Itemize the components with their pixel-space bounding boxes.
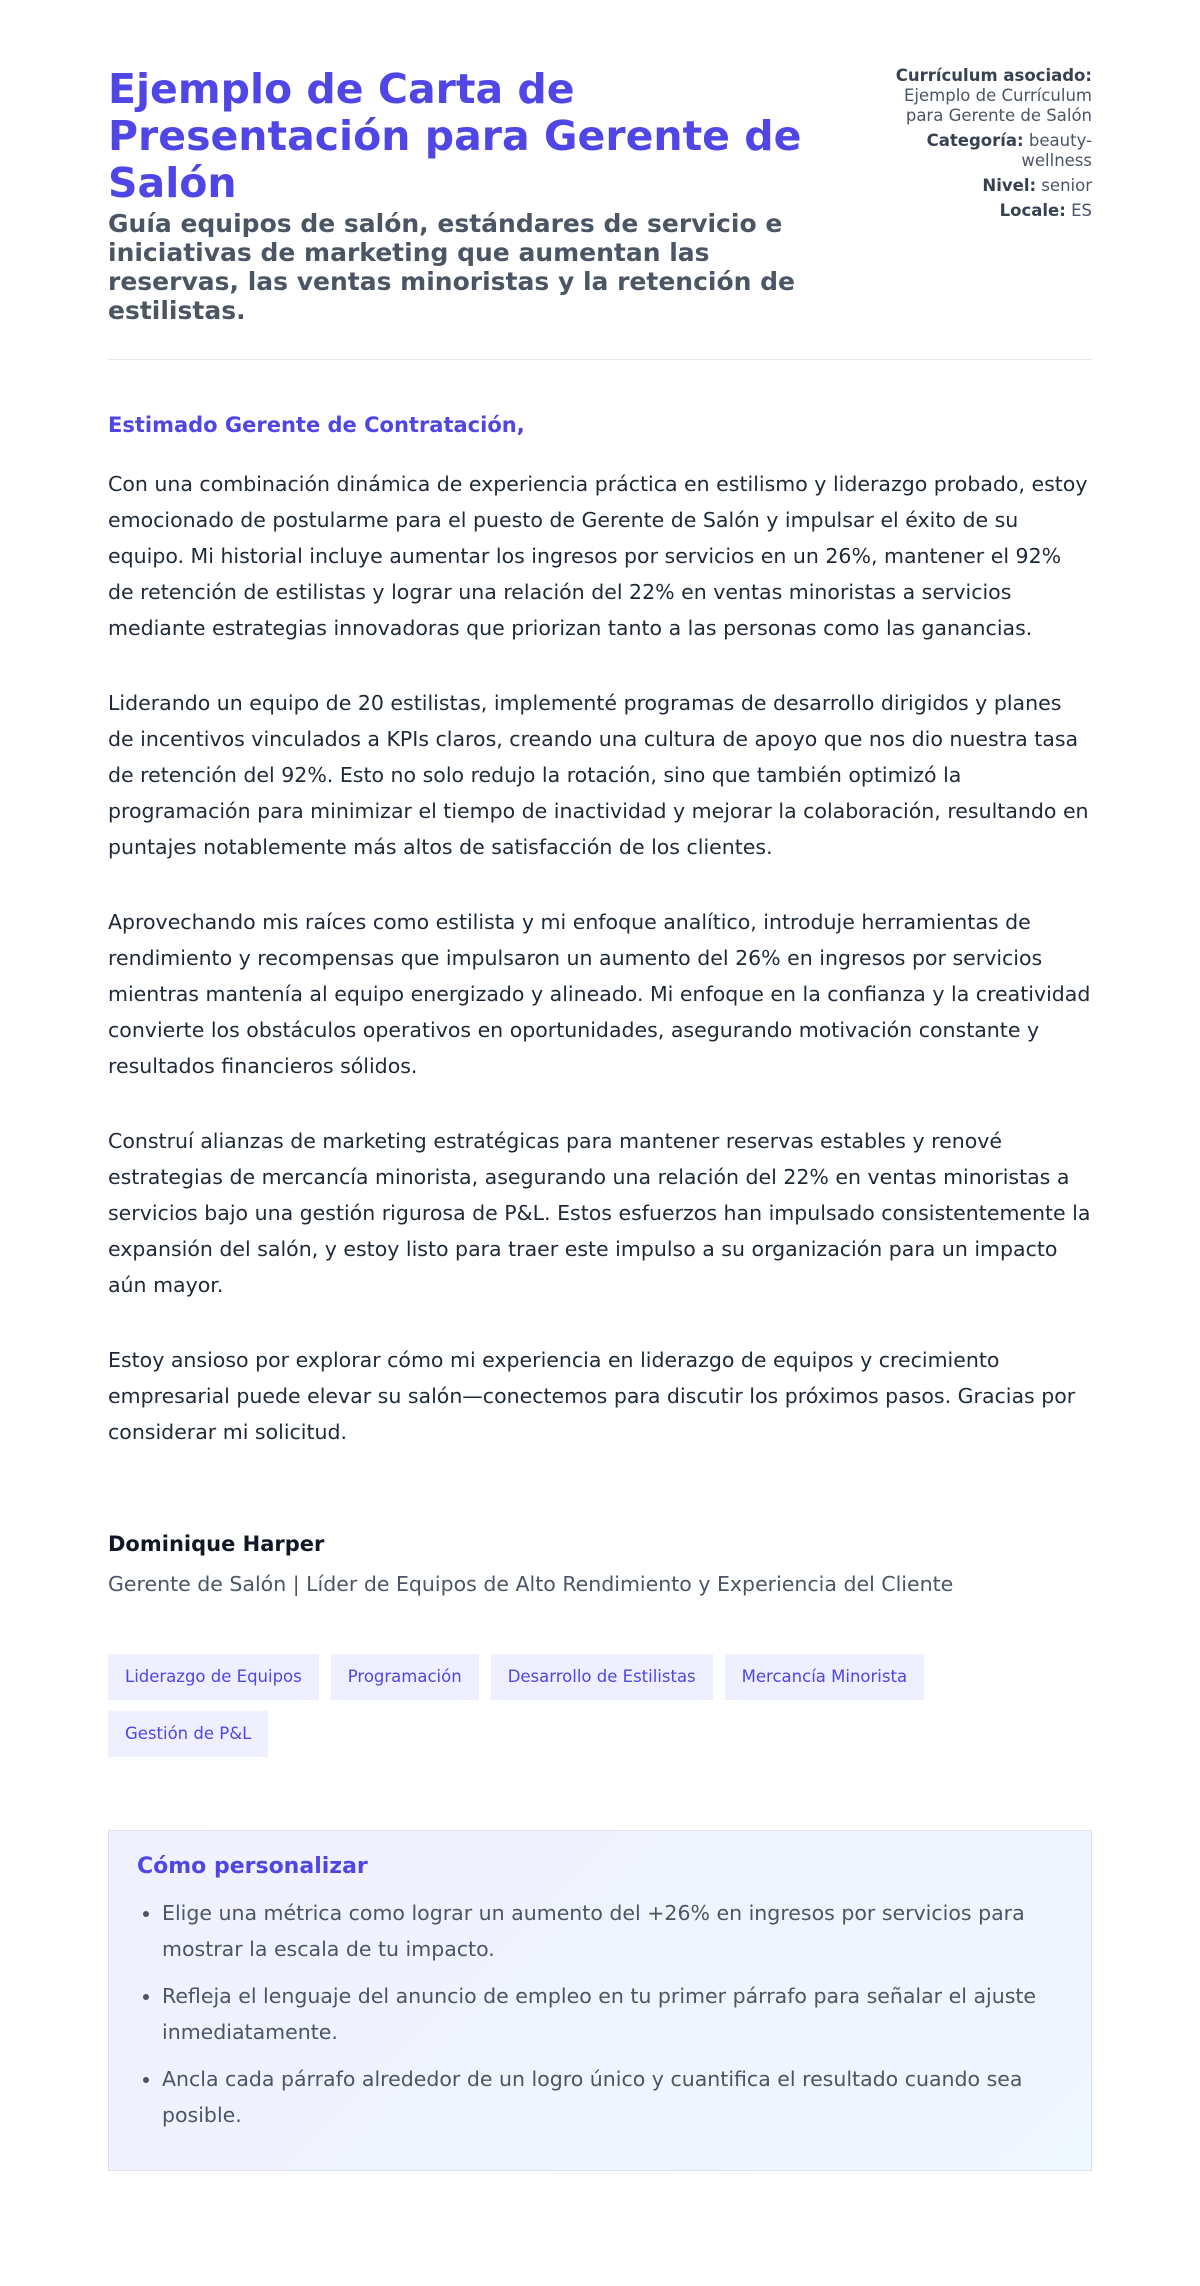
signature-name: Dominique Harper [108,1532,325,1556]
meta-category-value: beauty-wellness [1021,131,1092,170]
meta-locale [862,201,1092,221]
page-title: Ejemplo de Carta de Presentación para Gerente de Salón [108,65,802,207]
letter-paragraph: Construí alianzas de marketing estratégicas para mantener reservas estables y renové estrategias de mercancía minorista, asegurando una relación del 22% en ventas minoristas a servicios bajo una gestión rigurosa de P&L. Estos esfuerzos han impulsado consistentemente la expansión del salón, y estoy listo para traer este impulso a su organización para un impacto aún mayor. [108,1129,1091,1297]
tip-item: • Refleja el lenguaje del anuncio de empleo en tu primer párrafo para señalar el ajuste inmediatamente. [162,1978,1063,2050]
letter-paragraph: Con una combinación dinámica de experiencia práctica en estilismo y liderazgo probado, estoy emocionado de postularme para el puesto de Gerente de Salón y impulsar el éxito de su equipo. Mi historial incluye aumentar los ingresos por servicios en un 26%, mantener el 92% de retención de estilistas y lograr una relación del 22% en ventas minoristas a servicios mediante estrategias innovadoras que priorizan tanto a las personas como las ganancias. [108,472,1088,640]
tips-list [137,1895,1063,2133]
customize-tips-box [108,1830,1092,2171]
letter-body [108,412,1092,1450]
letter-paragraph: Aprovechando mis raíces como estilista y mi enfoque analítico, introduje herramientas de rendimiento y recompensas que impulsaron un aumento del 26% en ingresos por servicios mientras mantenía al equipo energizado y alineado. Mi enfoque en la confianza y la creatividad convierte los obstáculos operativos en oportunidades, asegurando motivación constante y resultados financieros sólidos. [108,910,1091,1078]
skill-tag: Programación [331,1654,479,1700]
skill-tag: Gestión de P&L [108,1711,268,1757]
meta-resume-value: Ejemplo de Currículum para Gerente de Salón [904,86,1092,125]
salutation: Estimado Gerente de Contratación, [108,413,525,437]
skill-tag: Desarrollo de Estilistas [491,1654,713,1700]
meta-locale-value: ES [1071,201,1092,220]
letter-paragraph: Estoy ansioso por explorar cómo mi experiencia en liderazgo de equipos y crecimiento empresarial puede elevar su salón—conectemos para discutir los próximos pasos. Gracias por considerar mi solicitud. [108,1348,1076,1444]
meta-level [862,176,1092,196]
tip-item: • Ancla cada párrafo alrededor de un logro único y cuantifica el resultado cuando sea posible. [162,2061,1063,2133]
meta-locale-label: Locale: [999,201,1066,220]
letter-paragraph: Liderando un equipo de 20 estilistas, implementé programas de desarrollo dirigidos y planes de incentivos vinculados a KPIs claros, creando una cultura de apoyo que nos dio nuestra tasa de retención del 92%. Esto no solo redujo la rotación, sino que también optimizó la programación para minimizar el tiempo de inactividad y mejorar la colaboración, resultando en puntajes notablemente más altos de satisfacción de los clientes. [108,691,1089,859]
meta-resume-label: Currículum asociado: [895,66,1092,85]
skill-tag: Mercancía Minorista [725,1654,924,1700]
tip-item: • Elige una métrica como lograr un aumento del +26% en ingresos por servicios para mostrar la escala de tu impacto. [162,1895,1063,1967]
meta-level-value: senior [1041,176,1092,195]
meta-resume [862,66,1092,126]
document-meta [862,66,1092,226]
meta-category-label: Categoría: [926,131,1024,150]
skill-tag: Liderazgo de Equipos [108,1654,319,1700]
signature-title: Gerente de Salón | Líder de Equipos de Alto Rendimiento y Experiencia del Cliente [108,1572,954,1596]
tips-title: Cómo personalizar [137,1854,368,1879]
document-header [108,66,1092,360]
meta-category [862,131,1092,171]
signature-block [108,1531,1092,1597]
page-subtitle: Guía equipos de salón, estándares de servicio e iniciativas de marketing que aumentan las reservas, las ventas minoristas y la retención de estilistas. [108,209,795,325]
meta-level-label: Nivel: [982,176,1037,195]
header-titles [108,66,808,325]
skill-tags [108,1654,1008,1757]
